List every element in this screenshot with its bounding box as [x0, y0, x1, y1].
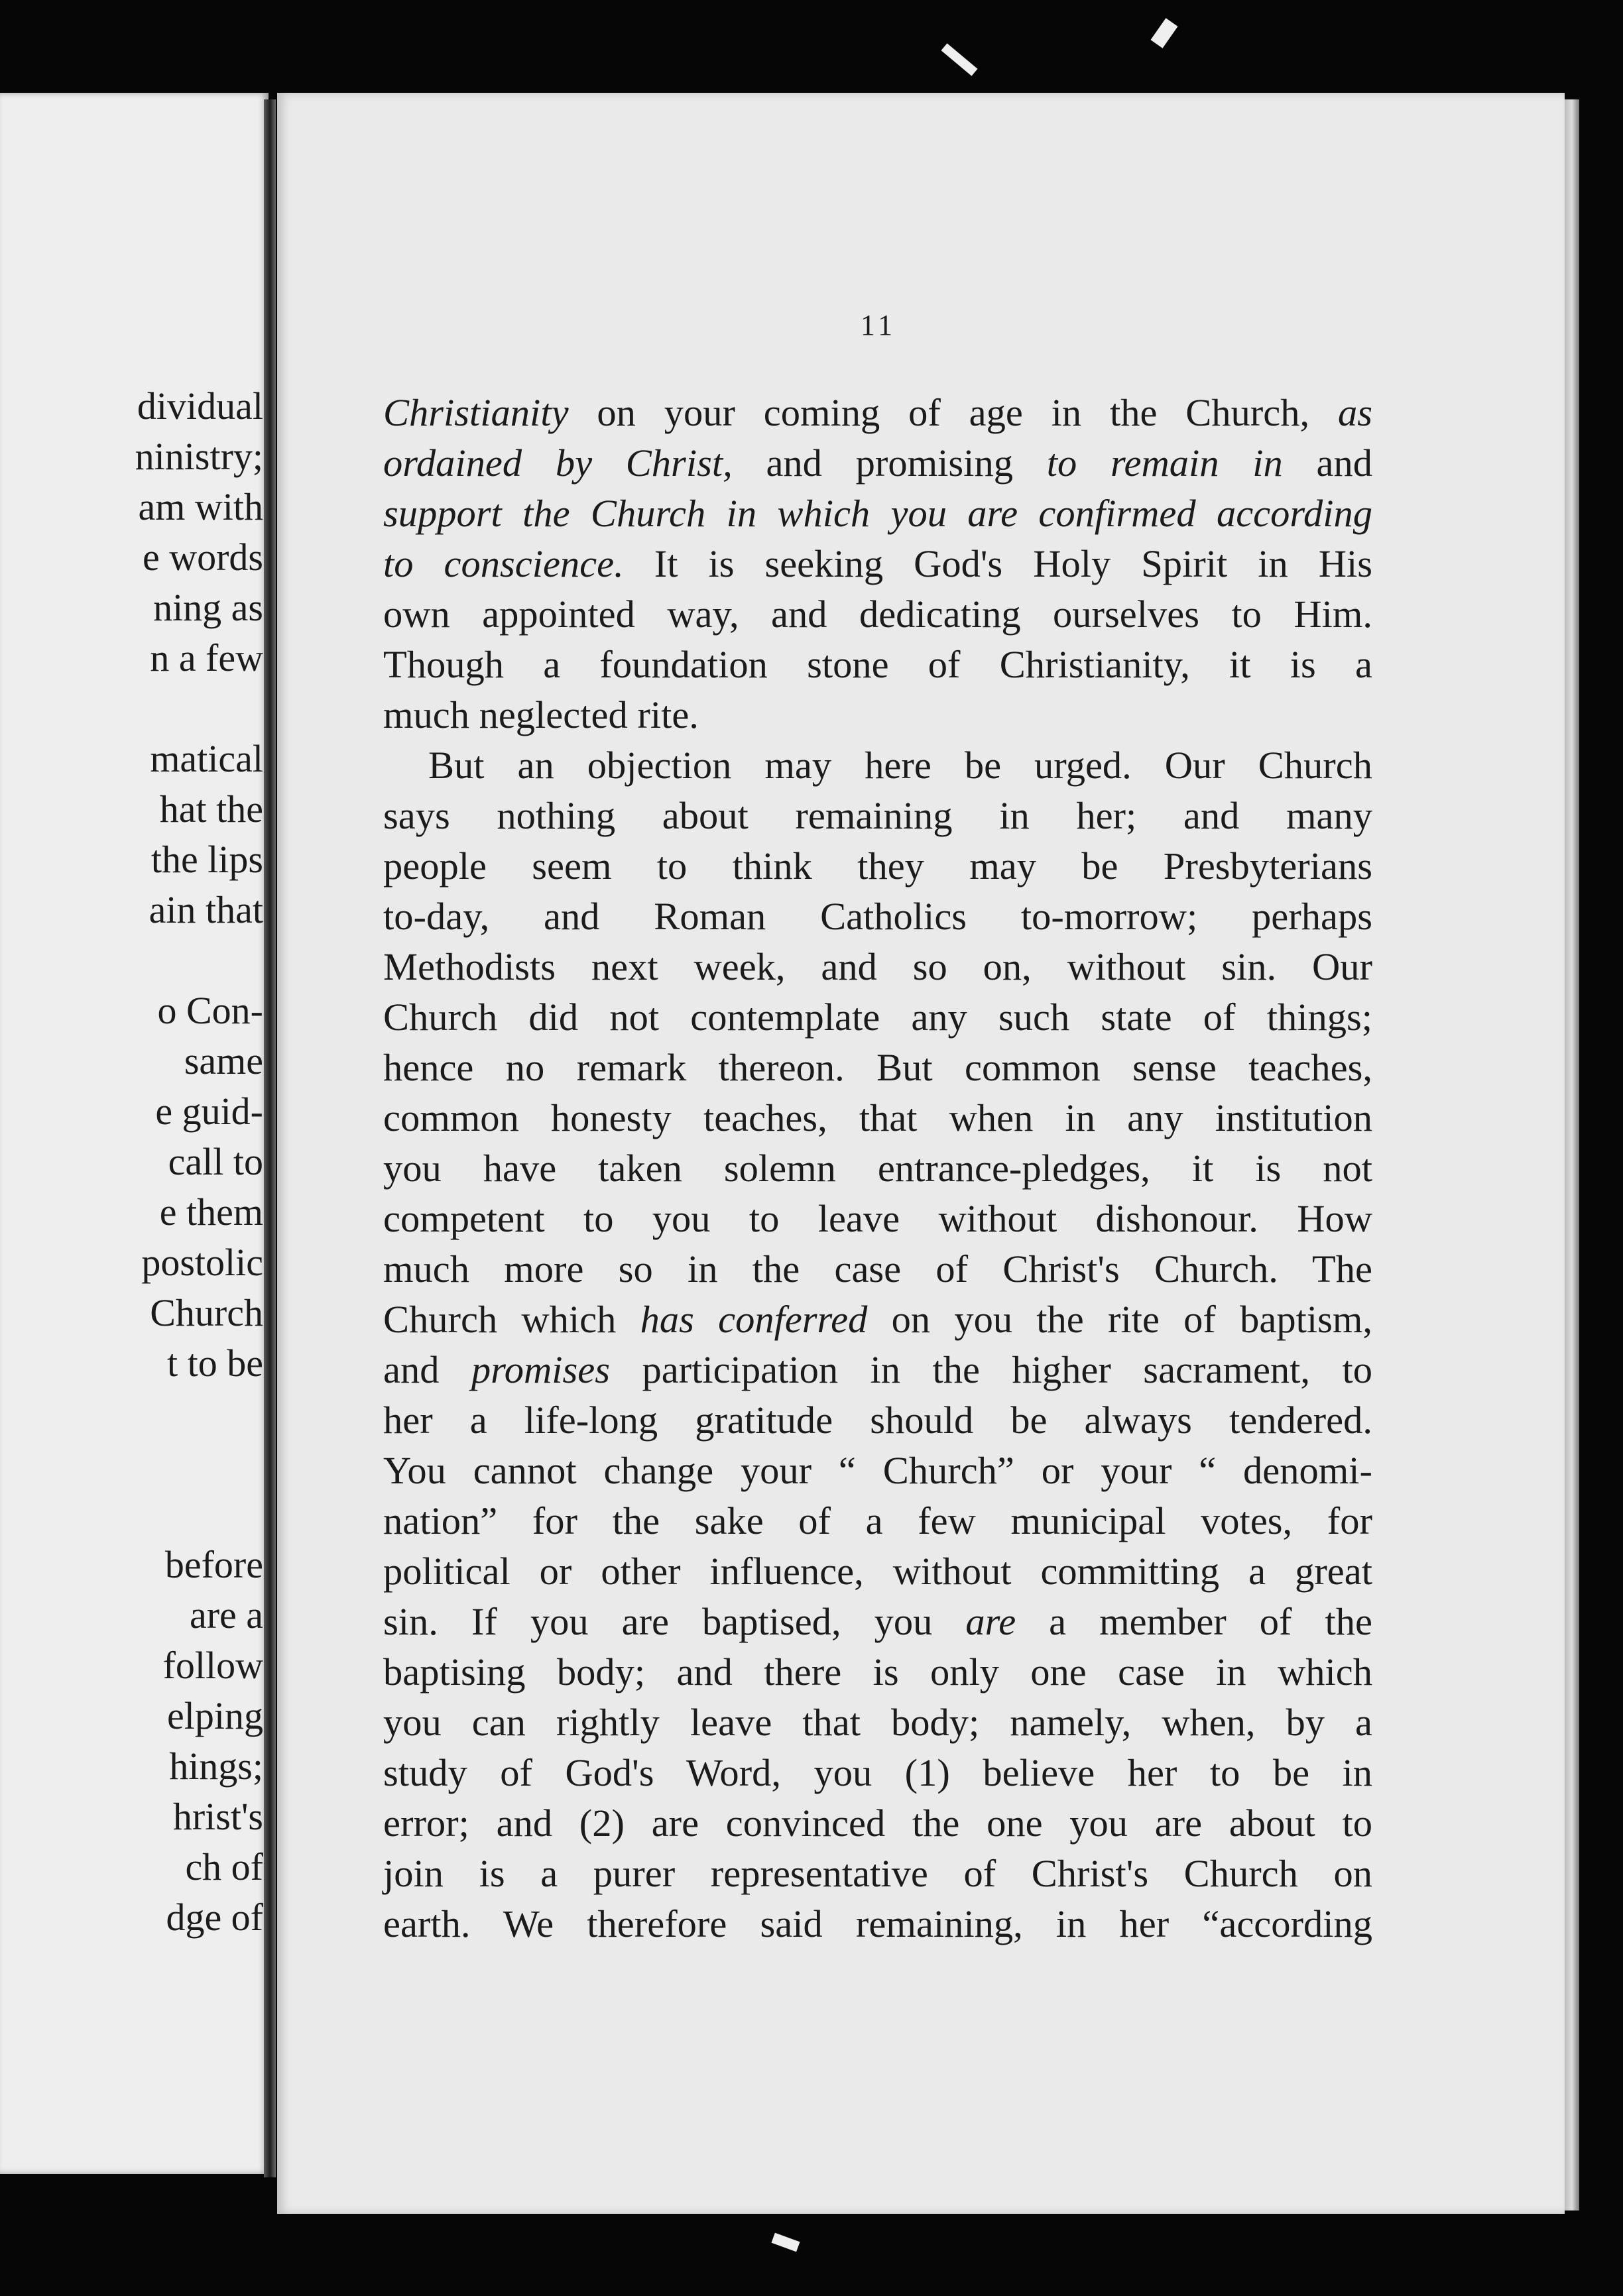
text-run: Though a foundation stone of Christianity, it is a: [383, 643, 1372, 686]
text-line: [383, 589, 1372, 640]
previous-page-line: hat the: [159, 787, 263, 831]
text-run: baptising body; and there is only one case in which: [383, 1650, 1372, 1693]
text-run: you have taken solemn entrance-pledges, it is not: [383, 1147, 1372, 1190]
text-run: political or other influence, without committing a great: [383, 1550, 1372, 1593]
text-run: her a life-long gratitude should be always tendered.: [383, 1399, 1372, 1442]
text-run: and promising: [732, 441, 1047, 485]
previous-page-line: follow: [162, 1644, 263, 1687]
dust-speck: [771, 2233, 800, 2252]
italic-text: promises: [471, 1348, 611, 1391]
text-run: You cannot change your “ Church” or your “ denomi-: [383, 1449, 1372, 1492]
text-line: [383, 841, 1372, 891]
text-line: [383, 1345, 1372, 1395]
text-run: much more so in the case of Christ's Church. The: [383, 1247, 1372, 1291]
text-run: common honesty teaches, that when in any institution: [383, 1096, 1372, 1139]
italic-text: support the Church in which you are confirmed according: [383, 492, 1372, 535]
book-gutter: [264, 99, 276, 2177]
previous-page-line: dge of: [166, 1896, 263, 1939]
text-line: [383, 891, 1372, 942]
text-line: [383, 1899, 1372, 1949]
text-run: earth. We therefore said remaining, in her “according: [383, 1902, 1372, 1945]
text-run: Church did not contemplate any such state of things;: [383, 996, 1372, 1039]
text-line: [383, 1395, 1372, 1446]
text-line: [383, 1294, 1372, 1345]
previous-page-line: t to be: [167, 1342, 263, 1385]
text-run: study of God's Word, you (1) believe her to be in: [383, 1751, 1372, 1794]
text-line: [383, 1194, 1372, 1244]
previous-page-line: matical: [150, 737, 263, 780]
text-line: [383, 1496, 1372, 1546]
text-line: [383, 388, 1372, 438]
text-line: [383, 740, 1372, 791]
previous-page-line: n a few: [150, 636, 263, 679]
previous-page-line: e guid-: [155, 1090, 263, 1133]
italic-text: to conscience.: [383, 542, 624, 585]
previous-page: [0, 93, 269, 2174]
text-run: competent to you to leave without dishonour. How: [383, 1197, 1372, 1240]
text-run: and: [383, 1348, 471, 1391]
text-line: [383, 1143, 1372, 1194]
previous-page-line: before: [164, 1543, 263, 1586]
previous-page-line: hings;: [169, 1745, 263, 1788]
previous-page-line: the lips: [150, 838, 263, 881]
text-run: Church which: [383, 1298, 640, 1341]
previous-page-line: o Con-: [157, 989, 263, 1032]
text-line: [383, 992, 1372, 1043]
text-line: [383, 791, 1372, 841]
italic-text: to remain in: [1046, 441, 1283, 485]
text-run: own appointed way, and dedicating ourselves to Him.: [383, 593, 1372, 636]
italic-text: has conferred: [640, 1298, 868, 1341]
italic-text: ordained by Christ,: [383, 441, 733, 485]
text-run: says nothing about remaining in her; and many: [383, 794, 1372, 837]
text-run: But an objection may here be urged. Our Church: [428, 744, 1372, 787]
previous-page-line: hrist's: [172, 1795, 263, 1838]
text-run: sin. If you are baptised, you: [383, 1600, 966, 1643]
text-run: and: [1282, 441, 1372, 485]
text-run: on your coming of age in the Church,: [568, 391, 1338, 434]
text-run: you can rightly leave that body; namely, when, by a: [383, 1701, 1372, 1744]
text-run: Methodists next week, and so on, without sin. Our: [383, 945, 1372, 988]
page-edge: [1565, 99, 1579, 2210]
text-run: hence no remark thereon. But common sense teaches,: [383, 1046, 1372, 1089]
page-number: 11: [860, 309, 897, 341]
text-run: a member of the: [1016, 1600, 1372, 1643]
text-run: much neglected rite.: [383, 693, 699, 736]
text-run: people seem to think they may be Presbyterians: [383, 844, 1372, 888]
text-run: It is seeking God's Holy Spirit in His: [623, 542, 1372, 585]
text-line: [383, 690, 1372, 740]
text-run: nation” for the sake of a few municipal votes, for: [383, 1499, 1372, 1542]
previous-page-line: same: [184, 1039, 263, 1082]
previous-page-line: am with: [138, 485, 263, 528]
text-line: [383, 1697, 1372, 1748]
text-line: [383, 488, 1372, 539]
text-line: [383, 1798, 1372, 1849]
text-line: [383, 1546, 1372, 1597]
text-run: error; and (2) are convinced the one you are about to: [383, 1802, 1372, 1845]
previous-page-line: ain that: [149, 888, 263, 931]
previous-page-line: elping: [167, 1694, 263, 1737]
text-run: on you the rite of baptism,: [867, 1298, 1372, 1341]
text-line: [383, 1647, 1372, 1697]
text-run: join is a purer representative of Christ's Church on: [383, 1852, 1372, 1895]
previous-page-line: Church: [150, 1291, 263, 1334]
previous-page-line: postolic: [141, 1241, 263, 1284]
text-line: [383, 438, 1372, 488]
previous-page-line: ch of: [185, 1845, 263, 1888]
text-line: [383, 539, 1372, 589]
italic-text: are: [965, 1600, 1016, 1643]
text-line: [383, 1748, 1372, 1798]
text-line: [383, 1093, 1372, 1143]
text-line: [383, 1446, 1372, 1496]
previous-page-line: e words: [142, 536, 263, 579]
text-run: to-day, and Roman Catholics to-morrow; perhaps: [383, 895, 1372, 938]
text-line: [383, 942, 1372, 992]
previous-page-line: are a: [189, 1593, 263, 1636]
previous-page-line: call to: [168, 1140, 263, 1183]
body-text: [383, 388, 1372, 1949]
previous-page-line: dividual: [137, 384, 263, 428]
italic-text: as: [1337, 391, 1372, 434]
previous-page-line: ning as: [153, 586, 263, 629]
italic-text: Christianity: [383, 391, 569, 434]
dust-speck: [1151, 18, 1178, 48]
previous-page-line: ninistry;: [135, 435, 263, 478]
previous-page-line: e them: [159, 1190, 263, 1234]
text-line: [383, 1597, 1372, 1647]
dust-speck: [941, 43, 978, 76]
text-line: [383, 1244, 1372, 1294]
text-line: [383, 1043, 1372, 1093]
text-run: participation in the higher sacrament, to: [610, 1348, 1372, 1391]
text-line: [383, 640, 1372, 690]
text-line: [383, 1849, 1372, 1899]
